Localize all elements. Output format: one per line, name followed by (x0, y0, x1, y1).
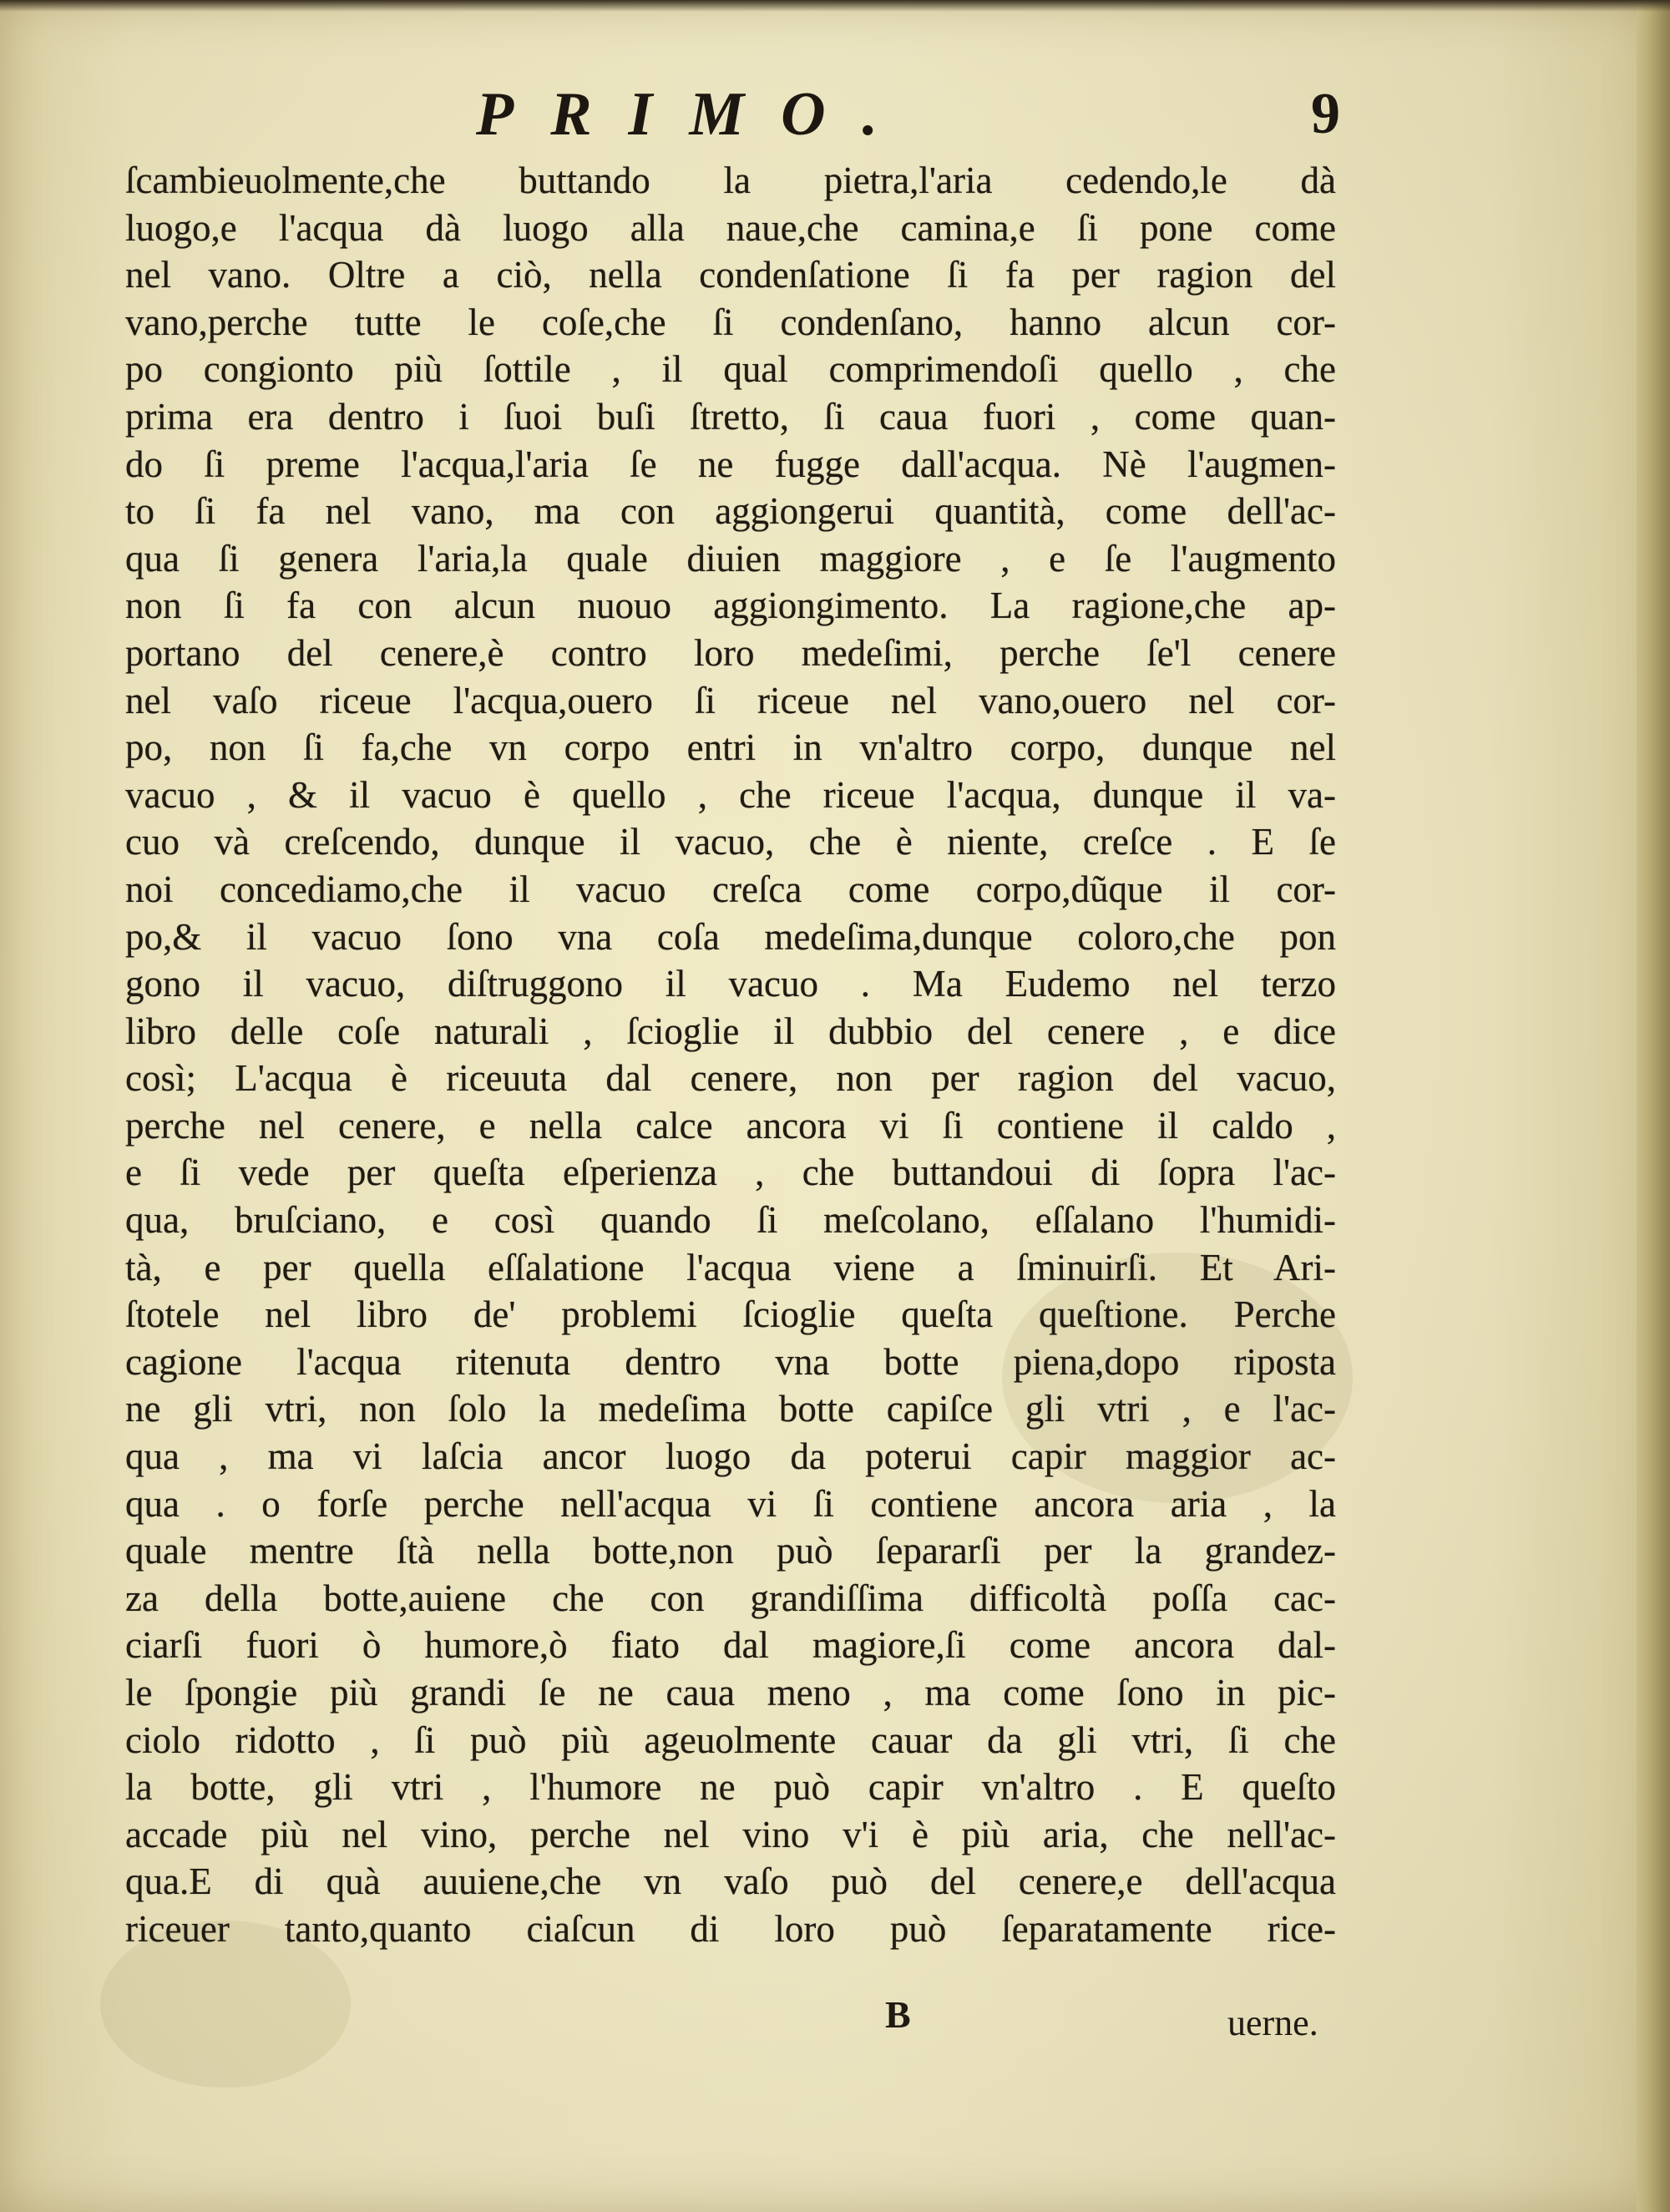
page-header (468, 77, 1386, 152)
catchword: uerne. (1227, 2002, 1318, 2043)
signature-mark: B (885, 1993, 911, 2036)
text-line: vacuo , & il vacuo è quello , che riceue l'acqua, dunque il va- (125, 773, 1336, 816)
text-line: libro delle coſe naturali , ſcioglie il dubbio del cenere , e dice (125, 1010, 1336, 1052)
text-line: le ſpongie più grandi ſe ne caua meno , ma come ſono in pic- (125, 1672, 1336, 1713)
text-line: nel vaſo riceue l'acqua,ouero ſi riceue nel vano,ouero nel cor- (125, 679, 1336, 721)
text-line: gono il vacuo, diſtruggono il vacuo . Ma Eudemo nel terzo (125, 963, 1336, 1005)
text-line: vano,perche tutte le coſe,che ſi condenſano, hanno alcun cor- (125, 301, 1336, 343)
text-line: non ſi fa con alcun nuouo aggiongimento. La ragione,che ap- (125, 585, 1336, 627)
text-line: to ſi fa nel vano, ma con aggiongerui quantità, come dell'ac- (125, 490, 1336, 533)
text-line: cagione l'acqua ritenuta dentro vna botte piena,dopo riposta (125, 1340, 1336, 1383)
text-line: ſcambieuolmente,che buttando la pietra,l'aria cedendo,le dà (125, 159, 1336, 201)
text-line: qua ſi genera l'aria,la quale diuien maggiore , e ſe l'augmento (125, 537, 1336, 580)
text-line: qua, bruſciano, e così quando ſi meſcolano, eſſalano l'humidi- (125, 1199, 1336, 1242)
page-number: 9 (1311, 82, 1340, 146)
page-edge (1637, 0, 1670, 2212)
text-line: do ſi preme l'acqua,l'aria ſe ne fugge dall'acqua. Nè l'augmen- (125, 443, 1336, 485)
text-line: ne gli vtri, non ſolo la medeſima botte capiſce gli vtri , e l'ac- (125, 1388, 1336, 1430)
page-top-shadow (0, 0, 1670, 12)
text-line: luogo,e l'acqua dà luogo alla naue,che camina,e ſi pone come (125, 206, 1336, 249)
text-line: za della botte,auiene che con grandiſſima difficoltà poſſa cac- (125, 1577, 1336, 1619)
text-line: riceuer tanto,quanto ciaſcun di loro può ſeparatamente rice- (125, 1907, 1336, 1950)
text-line: qua.E di quà auuiene,che vn vaſo può del cenere,e dell'acqua (125, 1860, 1336, 1903)
text-line: noi concediamo,che il vacuo creſca come corpo,dũque il cor- (125, 868, 1336, 910)
body-text (125, 157, 1336, 1953)
text-line: così; L'acqua è riceuuta dal cenere, non per ragion del vacuo, (125, 1057, 1336, 1100)
text-line: qua . o forſe perche nell'acqua vi ſi contiene ancora aria , la (125, 1482, 1336, 1525)
text-line: po congionto più ſottile , il qual comprimendoſi quello , che (125, 348, 1336, 391)
text-line: qua , ma vi laſcia ancor luogo da poterui capir maggior ac- (125, 1435, 1336, 1478)
text-line: accade più nel vino, perche nel vino v'i è più aria, che nell'ac- (125, 1813, 1336, 1855)
text-line: ſtotele nel libro de' problemi ſcioglie queſta queſtione. Perche (125, 1293, 1336, 1336)
text-line: nel vano. Oltre a ciò, nella condenſatione ſi fa per ragion del (125, 254, 1336, 296)
text-line: tà, e per quella eſſalatione l'acqua viene a ſminuirſi. Et Ari- (125, 1246, 1336, 1288)
text-line: la botte, gli vtri , l'humore ne può capir vn'altro . E queſto (125, 1766, 1336, 1809)
text-line: ciarſi fuori ò humore,ò fiato dal magiore,ſi come ancora dal- (125, 1624, 1336, 1667)
text-line: po,& il vacuo ſono vna coſa medeſima,dunque coloro,che pon (125, 915, 1336, 958)
text-line: portano del cenere,è contro loro medeſimi, perche ſe'l cenere (125, 631, 1336, 674)
text-line: e ſi vede per queſta eſperienza , che buttandoui di ſopra l'ac- (125, 1152, 1336, 1194)
page-footer (125, 1990, 1336, 2043)
text-line: quale mentre ſtà nella botte,non può ſepararſi per la grandez- (125, 1530, 1336, 1572)
running-title: PRIMO. (476, 80, 915, 149)
text-line: perche nel cenere, e nella calce ancora vi ſi contiene il caldo , (125, 1104, 1336, 1146)
text-line: ciolo ridotto , ſi può più ageuolmente cauar da gli vtri, ſi che (125, 1718, 1336, 1761)
text-line: po, non ſi fa,che vn corpo entri in vn'altro corpo, dunque nel (125, 726, 1336, 769)
text-line: cuo và creſcendo, dunque il vacuo, che è niente, creſce . E ſe (125, 821, 1336, 863)
text-line: prima era dentro i ſuoi buſi ſtretto, ſi caua fuori , come quan- (125, 395, 1336, 438)
